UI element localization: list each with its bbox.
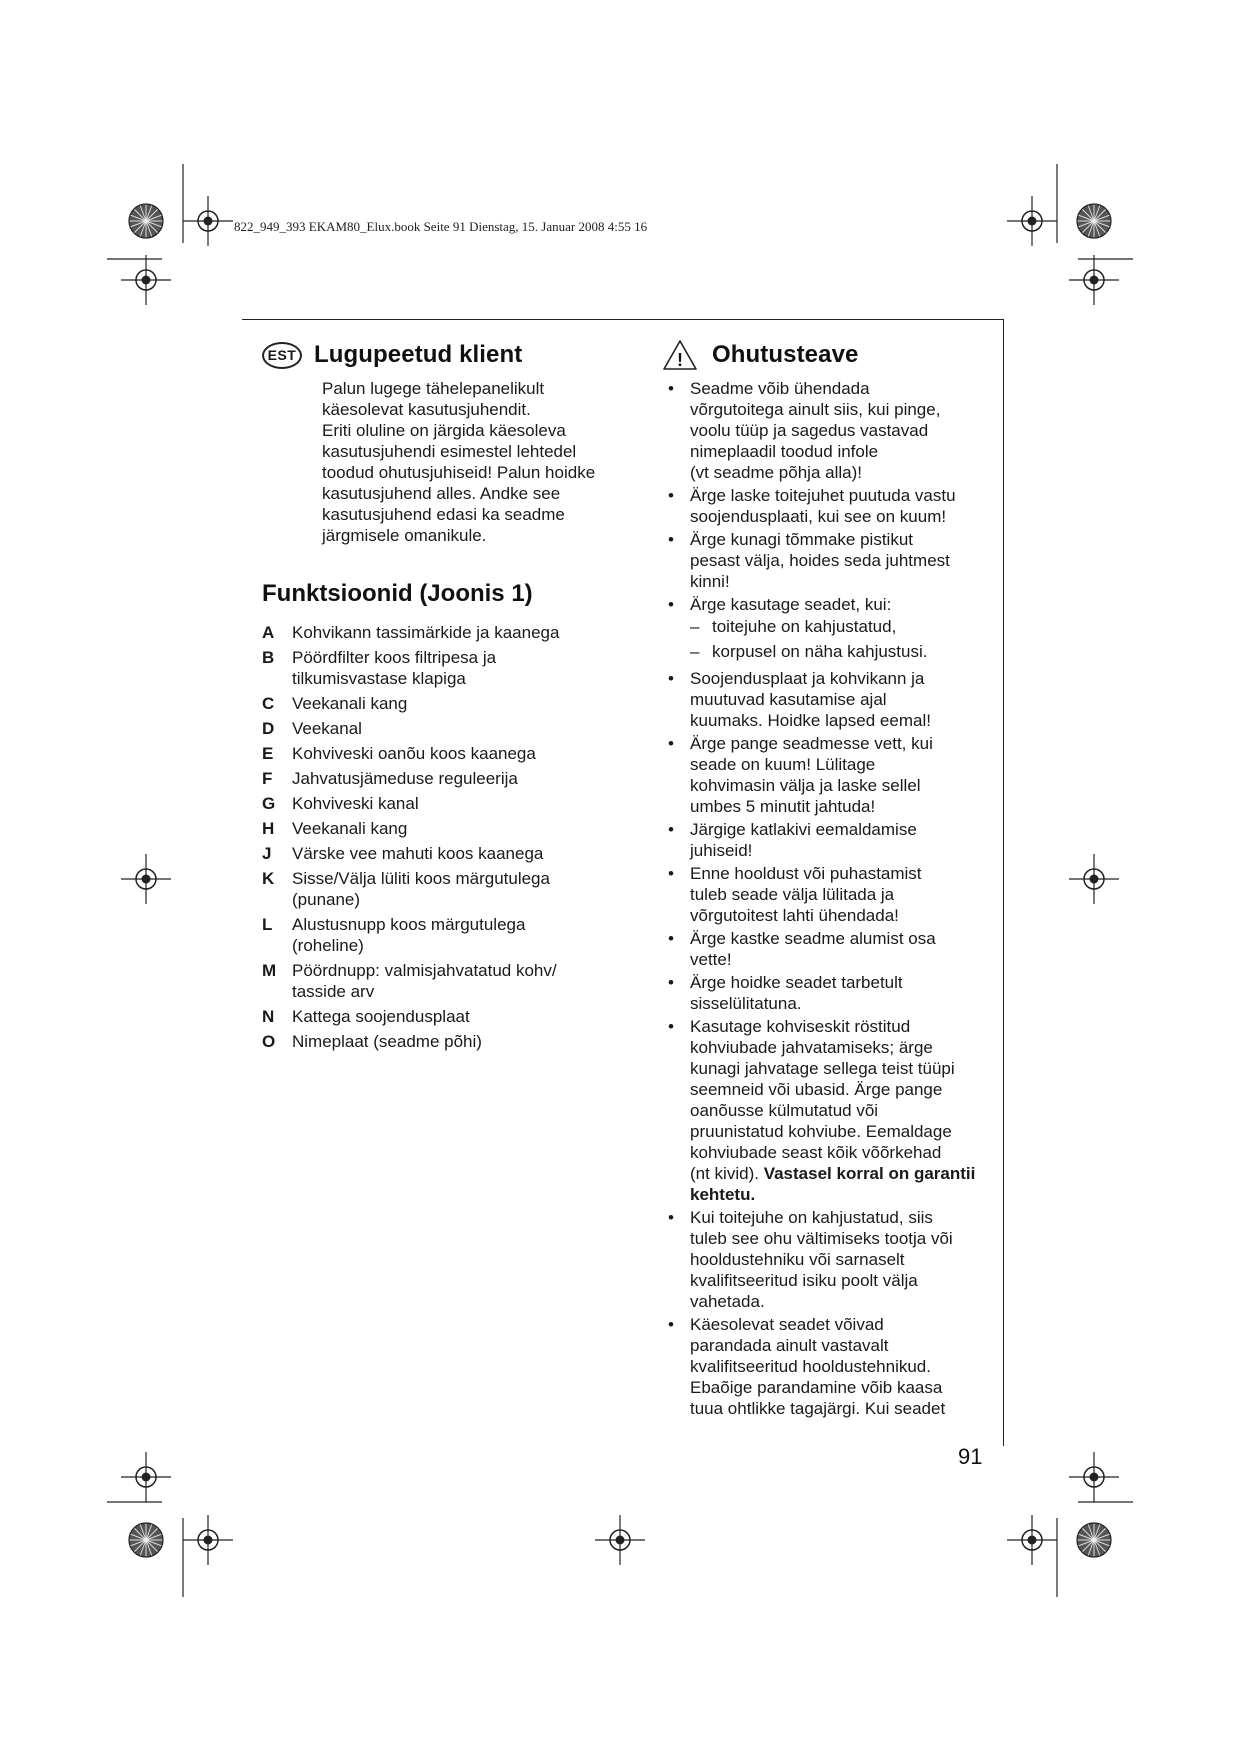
- part-letter: M: [262, 961, 277, 980]
- part-letter: F: [262, 769, 273, 788]
- part-item: [262, 718, 622, 739]
- safety-item: • Ärge laske toitejuhet puutuda vastu soojendusplaati, kui see on kuum!: [668, 486, 956, 526]
- safety-title: Ohutusteave: [712, 341, 859, 368]
- safety-item: • Enne hooldust või puhastamist tuleb seade välja lülitada ja võrgutoitest lahti ühendada!: [668, 864, 922, 925]
- part-item: [262, 647, 622, 689]
- safety-item: • Ärge kunagi tõmmake pistikut pesast välja, hoides seda juhtmest kinni!: [668, 530, 950, 591]
- safety-item: • Käesolevat seadet võivad parandada ainult vastavalt kvalifitseeritud hooldustehnikud. Ebaõige parandamine võib kaasa tuua ohtlikke tagajärgi. Kui seadet: [668, 1315, 946, 1418]
- part-text: Pöördnupp: valmisjahvatatud kohv/ tasside arv: [292, 961, 557, 1001]
- intro-line: käesolevat kasutusjuhendit.: [322, 400, 531, 419]
- part-letter: B: [262, 648, 275, 667]
- part-letter: C: [262, 694, 275, 713]
- intro-line: kasutusjuhend alles. Andke see: [322, 484, 561, 503]
- language-badge: EST: [262, 342, 302, 369]
- print-header: 822_949_393 EKAM80_Elux.book Seite 91 Dienstag, 15. Januar 2008 4:55 16: [234, 219, 648, 234]
- part-text: Pöördfilter koos filtripesa ja tilkumisvastase klapiga: [292, 648, 497, 688]
- part-letter: O: [262, 1032, 276, 1051]
- warning-triangle-icon: [662, 339, 698, 371]
- part-text: Sisse/Välja lüliti koos märgutulega (punane): [292, 869, 550, 909]
- safety-item: • Soojendusplaat ja kohvikann ja muutuvad kasutamise ajal kuumaks. Hoidke lapsed eemal!: [668, 669, 931, 730]
- part-text: Kattega soojendusplaat: [292, 1007, 470, 1026]
- safety-item: • Seadme võib ühendada võrgutoitega ainult siis, kui pinge, voolu tüüp ja sagedus vastavad nimeplaadil toodud infole (vt seadme põhja alla)!: [668, 379, 941, 482]
- intro-line: järgmisele omanikule.: [322, 526, 487, 545]
- part-item: [262, 743, 622, 764]
- safety-item: • Ärge pange seadmesse vett, kui seade on kuum! Lülitage kohvimasin välja ja laske sellel umbes 5 minutit jahtuda!: [668, 734, 933, 816]
- intro-line: Palun lugege tähelepanelikult: [322, 379, 545, 398]
- part-text: Värske vee mahuti koos kaanega: [292, 844, 544, 863]
- sub-item: – toitejuhe on kahjustatud,: [690, 617, 897, 636]
- part-text: Nimeplaat (seadme põhi): [292, 1032, 482, 1051]
- part-item: [262, 1031, 622, 1052]
- part-letter: K: [262, 869, 275, 888]
- right-column: [662, 336, 992, 1421]
- safety-item: • Ärge kastke seadme alumist osa vette!: [668, 929, 936, 969]
- warning-symbol: !: [677, 350, 683, 370]
- intro-line: kasutusjuhend edasi ka seadme: [322, 505, 565, 524]
- safety-item: • Järgige katlakivi eemaldamise juhiseid!: [668, 820, 917, 860]
- frame-top-rule: [242, 319, 1004, 320]
- left-column: [262, 336, 622, 1056]
- part-text: Veekanali kang: [292, 819, 408, 838]
- sub-item: – korpusel on näha kahjustusi.: [690, 642, 928, 661]
- functions-title: Funktsioonid (Joonis 1): [262, 580, 533, 607]
- intro-line: toodud ohutusjuhiseid! Palun hoidke: [322, 463, 596, 482]
- part-item: [262, 693, 622, 714]
- safety-heading: [662, 336, 992, 374]
- part-text: Kohviveski oanõu koos kaanega: [292, 744, 536, 763]
- part-text: Kohviveski kanal: [292, 794, 419, 813]
- page-number: 91: [958, 1444, 983, 1469]
- part-item: [262, 818, 622, 839]
- part-item: [262, 868, 622, 910]
- customer-title: Lugupeetud klient: [314, 341, 523, 368]
- safety-item: • Kui toitejuhe on kahjustatud, siis tuleb see ohu vältimiseks tootja või hooldustehniku või sarnaselt kvalifitseeritud isiku poolt välja vahetada.: [668, 1208, 953, 1311]
- safety-list: [668, 378, 992, 1419]
- part-item: [262, 793, 622, 814]
- part-letter: G: [262, 794, 276, 813]
- part-text: Kohvikann tassimärkide ja kaanega: [292, 623, 560, 642]
- safety-item: • Kasutage kohviseskit röstitud kohviubade jahvatamiseks; ärge kunagi jahvatage sellega teist tüüpi seemneid või ubasid. Ärge pange oanõusse külmutatud või pruunistatud kohviube. Eemaldage kohviubade seast kõik võõrkehad (nt kivid). Vastasel korral on garantii kehtetu.: [668, 1017, 976, 1204]
- part-item: [262, 843, 622, 864]
- part-item: [262, 914, 622, 956]
- intro-line: kasutusjuhendi esimestel lehtedel: [322, 442, 577, 461]
- frame-right-rule: [1003, 319, 1004, 1446]
- safety-item: • Ärge hoidke seadet tarbetult sisselülitatuna.: [668, 973, 903, 1013]
- intro-line: Eriti oluline on järgida käesoleva: [322, 421, 566, 440]
- part-letter: E: [262, 744, 274, 763]
- parts-list: [262, 622, 622, 1052]
- part-item: [262, 1006, 622, 1027]
- part-item: [262, 960, 622, 1002]
- part-letter: D: [262, 719, 275, 738]
- customer-heading: [262, 336, 622, 374]
- part-item: [262, 622, 622, 643]
- warranty-warning: Vastasel korral on garantii kehtetu.: [690, 1164, 976, 1204]
- part-letter: J: [262, 844, 272, 863]
- part-text: Veekanali kang: [292, 694, 408, 713]
- part-letter: N: [262, 1007, 275, 1026]
- intro-text: [322, 378, 622, 546]
- part-item: [262, 768, 622, 789]
- part-letter: H: [262, 819, 275, 838]
- part-letter: A: [262, 623, 275, 642]
- safety-item: • Ärge kasutage seadet, kui: – toitejuhe on kahjustatud, – korpusel on näha kahjustusi.: [668, 594, 992, 666]
- part-letter: L: [262, 915, 273, 934]
- part-text: Veekanal: [292, 719, 362, 738]
- part-text: Alustusnupp koos märgutulega (roheline): [292, 915, 526, 955]
- part-text: Jahvatusjämeduse reguleerija: [292, 769, 518, 788]
